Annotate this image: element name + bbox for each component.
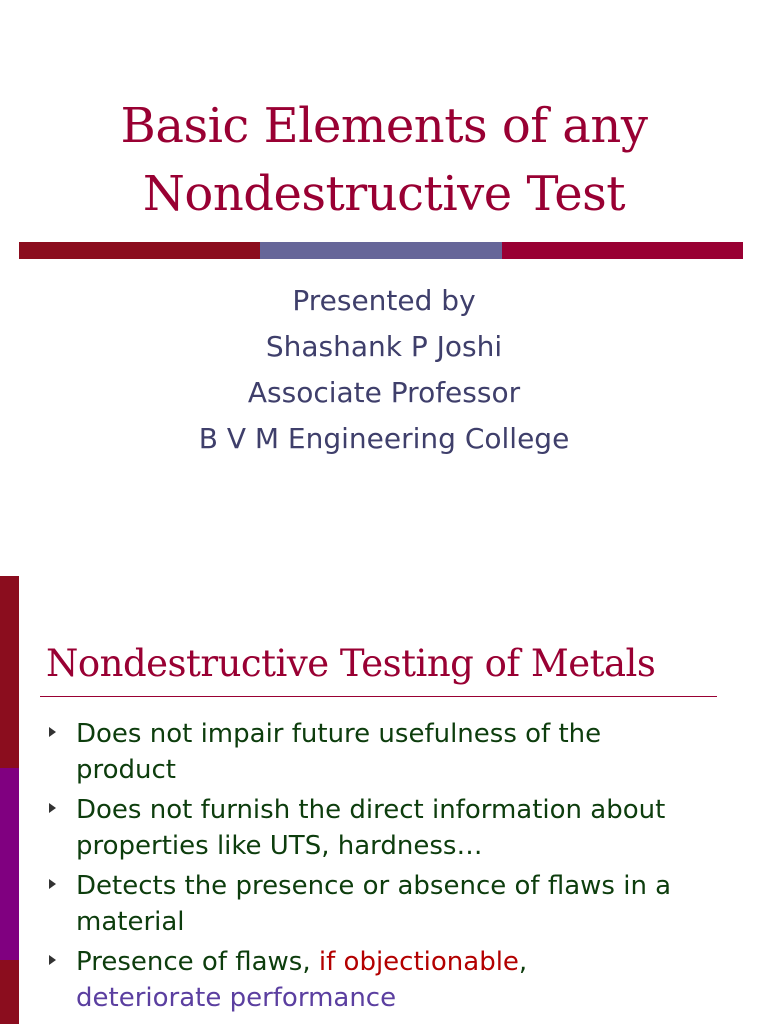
presenter-position: Associate Professor [247,376,521,409]
presenter-info [0,278,768,462]
bullet-arrow-icon [49,879,56,889]
bullet-list [0,716,768,1020]
presenter-institution: B V M Engineering College [198,422,570,455]
content-slide [0,576,768,1024]
bullet-text [76,944,706,1016]
bullet-arrow-icon [49,727,56,737]
bullet-text-comma: , [518,947,528,977]
bullet-text: Does not furnish the direct information about properties like UTS, hardness… [76,795,666,861]
bullet-text-part: Presence of flaws, [76,947,319,977]
divider-segment-right [502,242,743,259]
presented-by-label: Presented by [292,284,476,317]
bullet-item [0,716,768,788]
bullet-arrow-icon [49,803,56,813]
bullet-text: Detects the presence or absence of flaws in a material [76,871,672,937]
slide-title [0,92,768,228]
bullet-item [0,944,768,1016]
bullet-item [0,868,768,940]
bullet-text: Does not impair future usefulness of the product [76,719,602,785]
title-underline [40,696,717,697]
bullet-item [0,792,768,864]
presenter-name: Shashank P Joshi [265,330,503,363]
tricolor-divider-bar [19,242,743,259]
divider-segment-middle [260,242,501,259]
slide-title-line-2: Nondestructive Test [142,166,626,222]
bullet-arrow-icon [49,955,56,965]
divider-segment-left [19,242,260,259]
slide-title: Nondestructive Testing of Metals [46,642,656,685]
highlight-objectionable: if objectionable [318,947,519,977]
highlight-performance: deteriorate performance [76,983,397,1013]
slide-title-line-1: Basic Elements of any [120,98,648,154]
